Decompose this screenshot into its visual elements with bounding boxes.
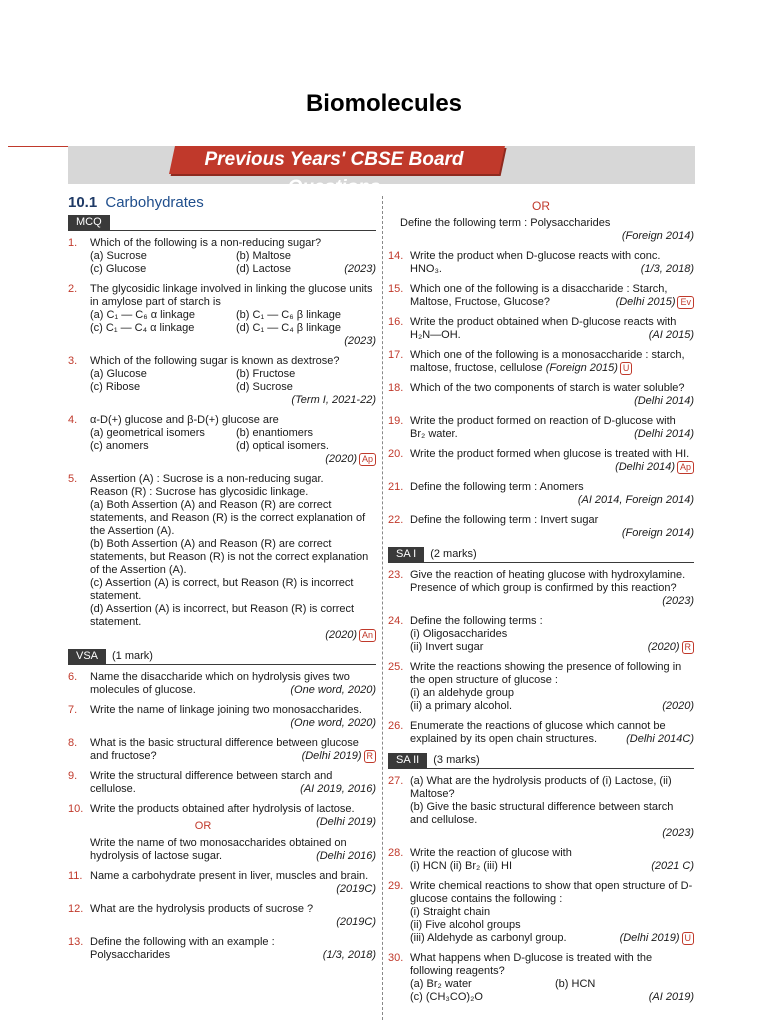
question-18: [388, 382, 694, 408]
question-number: 8.: [68, 737, 78, 749]
question-text: Write the reaction of glucose with: [410, 847, 572, 859]
question-year: (Term I, 2021-22): [291, 394, 376, 406]
question-year: (Delhi 2015): [615, 296, 676, 308]
question-2: [68, 283, 376, 348]
question-number: 12.: [68, 903, 84, 915]
question-text: Write the reactions showing the presence of following in the open structure of glucose :: [410, 661, 682, 686]
question-27: [388, 775, 694, 840]
sub-question: (b) Give the basic structural difference between starch and cellulose.: [410, 801, 674, 826]
skill-badge-icon: U: [682, 932, 695, 945]
or-divider: OR: [532, 199, 550, 213]
question-number: 6.: [68, 671, 78, 683]
question-4: [68, 414, 376, 466]
assertion-text: Assertion (A) : Sucrose is a non-reducing sugar.: [90, 473, 324, 485]
question-text: Define the following term : Invert sugar: [410, 514, 599, 526]
question-text: Which one of the following is a monosaccharide : starch, maltose, fructose, cellulose: [410, 349, 685, 374]
question-text: Write the structural difference between starch and cellulose.: [90, 770, 333, 795]
option: (b) enantiomers: [236, 427, 314, 439]
question-text: Write the products obtained after hydrolysis of lactose.: [90, 803, 355, 815]
question-text: Write the product formed on reaction of D-glucose with Br₂ water.: [410, 415, 676, 440]
question-5: [68, 473, 376, 642]
question-6: [68, 671, 376, 697]
question-number: 3.: [68, 355, 78, 367]
option: (a) Both Assertion (A) and Reason (R) are correct statements, and Reason (R) is the correct explanation of the Assertion (A).: [90, 499, 366, 537]
sub-item: (i) an aldehyde group: [410, 687, 514, 699]
question-20: [388, 448, 694, 474]
question-number: 21.: [388, 481, 404, 493]
question-year: (Delhi 2014): [615, 461, 675, 473]
question-19: [388, 415, 694, 441]
question-number: 11.: [68, 870, 83, 882]
question-number: 30.: [388, 952, 404, 964]
question-number: 4.: [68, 414, 78, 426]
reason-text: Reason (R) : Sucrose has glycosidic linkage.: [90, 486, 309, 498]
question-8: [68, 737, 376, 763]
sa1-header: [388, 547, 694, 563]
option: [236, 263, 376, 276]
sub-item: (ii) Invert sugar: [410, 641, 484, 653]
option: (b) Maltose: [236, 250, 292, 262]
question-year: (AI 2014, Foreign 2014): [577, 494, 694, 506]
question-number: 10.: [68, 803, 84, 815]
question-text: What are the hydrolysis products of sucrose ?: [90, 903, 314, 915]
question-year: (2023): [662, 827, 694, 839]
question-year: (2020): [647, 641, 680, 653]
question-text: Write the name of two monosaccharides obtained on hydrolysis of lactose sugar.: [90, 837, 347, 862]
question-text: Write the product obtained when D-glucose reacts with H₂N—OH.: [410, 316, 677, 341]
sub-item: (i) Straight chain: [410, 906, 491, 918]
question-3: [68, 355, 376, 407]
question-year: (1/3, 2018): [322, 949, 376, 961]
option: (b) C₁ — C₆ β linkage: [236, 309, 341, 321]
question-subtext: Polysaccharides: [90, 949, 171, 961]
left-column: [68, 196, 376, 969]
question-year: (2019C): [336, 883, 376, 895]
question-text: Which one of the following is a disaccharide : Starch, Maltose, Fructose, Glucose?: [410, 283, 668, 308]
question-29: [388, 880, 694, 945]
sub-question: (a) What are the hydrolysis products of (i) Lactose, (ii) Maltose?: [410, 775, 672, 800]
question-number: 5.: [68, 473, 78, 485]
question-number: 7.: [68, 704, 78, 716]
question-number: 15.: [388, 283, 404, 295]
skill-badge-icon: R: [364, 750, 377, 763]
question-number: 1.: [68, 237, 78, 249]
question-year: (AI 2019, 2016): [300, 783, 376, 795]
question-number: 27.: [388, 775, 404, 787]
section-name: Carbohydrates: [105, 194, 204, 211]
question-22: [388, 514, 694, 540]
option: (a) Br₂ water: [410, 978, 472, 990]
sa2-marks: (3 marks): [433, 754, 480, 766]
question-number: 17.: [388, 349, 404, 361]
question-year: (2020): [662, 700, 694, 712]
question-number: 25.: [388, 661, 404, 673]
question-text: What is the basic structural difference between glucose and fructose?: [90, 737, 359, 762]
question-28: [388, 847, 694, 873]
question-15: [388, 283, 694, 309]
question-11: [68, 870, 376, 896]
question-text: Define the following term : Polysaccharides: [400, 217, 611, 229]
right-column: [388, 196, 694, 1011]
option: (c) (CH₃CO)₂O: [410, 991, 483, 1003]
question-text: Define the following term : Anomers: [410, 481, 584, 493]
question-23: [388, 569, 694, 608]
question-year: (AI 2019): [648, 991, 694, 1003]
option: (a) geometrical isomers: [90, 427, 205, 439]
question-number: 14.: [388, 250, 404, 262]
option: (b) HCN: [555, 978, 596, 990]
sa2-header: [388, 753, 694, 769]
question-text: Which of the two components of starch is water soluble?: [410, 382, 685, 394]
option: (a) Sucrose: [90, 250, 147, 262]
banner-text: Previous Years' CBSE Board Questions: [204, 149, 464, 198]
sub-item: (ii) Five alcohol groups: [410, 919, 521, 931]
sub-item: (ii) a primary alcohol.: [410, 700, 513, 712]
question-21: [388, 481, 694, 507]
question-year: (Foreign 2014): [621, 527, 694, 539]
question-year: (Delhi 2016): [316, 850, 376, 862]
question-text: Which of the following is a non-reducing sugar?: [90, 237, 322, 249]
sa1-tag: SA I: [388, 547, 424, 562]
option: (c) anomers: [90, 440, 149, 452]
mcq-tag: MCQ: [68, 215, 110, 230]
option: (c) Assertion (A) is correct, but Reason (R) is incorrect statement.: [90, 577, 354, 602]
question-text: Write the product when D-glucose reacts with conc. HNO₃.: [410, 250, 661, 275]
option: (d) Sucrose: [236, 381, 293, 393]
question-year: (Delhi 2014C): [626, 733, 694, 745]
page-title: Biomolecules: [305, 90, 463, 117]
question-text: The glycosidic linkage involved in linking the glucose units in amylose part of starch is: [90, 283, 373, 308]
or-divider: OR: [194, 820, 212, 832]
banner: [169, 146, 505, 198]
question-number: 29.: [388, 880, 404, 892]
section-heading: [68, 196, 376, 209]
question-number: 13.: [68, 936, 84, 948]
question-text: Write chemical reactions to show that open structure of D-glucose contains the following :: [410, 880, 693, 905]
option: (a) Glucose: [90, 368, 147, 380]
question-number: 18.: [388, 382, 404, 394]
skill-badge-icon: Ev: [677, 296, 694, 309]
skill-badge-icon: R: [682, 641, 695, 654]
question-year: (One word, 2020): [290, 684, 376, 696]
skill-badge-icon: U: [620, 362, 633, 375]
question-9: [68, 770, 376, 796]
question-text: Give the reaction of heating glucose with hydroxylamine. Presence of which group is confirmed by this reaction?: [410, 569, 686, 594]
sub-item: (i) HCN (ii) Br₂ (iii) HI: [410, 860, 513, 872]
question-30: [388, 952, 694, 1004]
question-year: (2023): [344, 263, 376, 275]
question-year: (Delhi 2014): [634, 428, 694, 440]
sub-item: (iii) Aldehyde as carbonyl group.: [410, 932, 567, 944]
question-number: 22.: [388, 514, 404, 526]
question-number: 2.: [68, 283, 78, 295]
question-25: [388, 661, 694, 713]
question-year: (Foreign 2014): [621, 230, 694, 242]
question-number: 16.: [388, 316, 404, 328]
question-12: [68, 903, 376, 929]
question-text: Enumerate the reactions of glucose which cannot be explained by its open chain structures.: [410, 720, 666, 745]
question-text: Define the following terms :: [410, 615, 543, 627]
question-year: (One word, 2020): [290, 717, 376, 729]
question-number: 26.: [388, 720, 404, 732]
option: (c) Glucose: [90, 263, 147, 275]
vsa-tag: VSA: [68, 649, 106, 664]
question-number: 24.: [388, 615, 404, 627]
question-16: [388, 316, 694, 342]
question-14: [388, 250, 694, 276]
question-26: [388, 720, 694, 746]
question-year: (1/3, 2018): [640, 263, 694, 275]
question-1: [68, 237, 376, 276]
option: (b) Both Assertion (A) and Reason (R) are correct statements, but Reason (R) is not the correct explanation of the Assertion (A).: [90, 538, 369, 576]
question-year: (Delhi 2014): [634, 395, 694, 407]
question-year: (Delhi 2019): [301, 750, 362, 762]
question-year: (AI 2015): [648, 329, 694, 341]
question-text: Name the disaccharide which on hydrolysis gives two molecules of glucose.: [90, 671, 350, 696]
question-number: 9.: [68, 770, 78, 782]
question-text: What happens when D-glucose is treated with the following reagents?: [410, 952, 653, 977]
section-number: 10.1: [68, 194, 98, 211]
question-year: (2020): [325, 629, 357, 641]
question-text: α-D(+) glucose and β-D(+) glucose are: [90, 414, 279, 426]
vsa-marks: (1 mark): [112, 650, 153, 662]
question-text: Define the following with an example :: [90, 936, 275, 948]
question-number: 19.: [388, 415, 404, 427]
question-number: 28.: [388, 847, 404, 859]
sa2-tag: SA II: [388, 753, 427, 768]
question-year: (Delhi 2019): [316, 816, 376, 828]
question-text: Which of the following sugar is known as dextrose?: [90, 355, 340, 367]
question-13: [68, 936, 376, 962]
vsa-header: [68, 649, 376, 665]
column-divider: [382, 196, 383, 1020]
skill-badge-icon: Ap: [677, 461, 694, 474]
skill-badge-icon: Ap: [359, 453, 376, 466]
option: (d) optical isomers.: [236, 440, 329, 452]
question-number: 23.: [388, 569, 404, 581]
banner-strip: [68, 146, 695, 198]
option: (d) Assertion (A) is incorrect, but Reason (R) is correct statement.: [90, 603, 355, 628]
question-7: [68, 704, 376, 730]
question-year: (2019C): [336, 916, 376, 928]
question-number: 20.: [388, 448, 404, 460]
question-year: (2023): [344, 335, 376, 347]
option: (a) C₁ — C₆ α linkage: [90, 309, 195, 321]
question-text: Name a carbohydrate present in liver, muscles and brain.: [90, 870, 369, 882]
option: (b) Fructose: [236, 368, 296, 380]
option: (c) Ribose: [90, 381, 141, 393]
skill-badge-icon: An: [359, 629, 376, 642]
or-question: [388, 217, 694, 243]
option: (d) C₁ — C₄ β linkage: [236, 322, 341, 334]
question-year: (Foreign 2015): [545, 362, 618, 374]
question-text: Write the name of linkage joining two monosaccharides.: [90, 704, 362, 716]
question-year: (2020): [325, 453, 357, 465]
question-10: [68, 803, 376, 863]
question-year: (2021 C): [651, 860, 694, 872]
question-year: (Delhi 2019): [619, 932, 680, 944]
question-24: [388, 615, 694, 654]
question-17: [388, 349, 694, 375]
mcq-header: [68, 215, 376, 231]
option-text: (d) Lactose: [236, 263, 292, 275]
sa1-marks: (2 marks): [430, 548, 477, 560]
option: (c) C₁ — C₄ α linkage: [90, 322, 195, 334]
question-year: (2023): [662, 595, 694, 607]
question-text: Write the product formed when glucose is treated with HI.: [410, 448, 690, 460]
sub-item: (i) Oligosaccharides: [410, 628, 508, 640]
